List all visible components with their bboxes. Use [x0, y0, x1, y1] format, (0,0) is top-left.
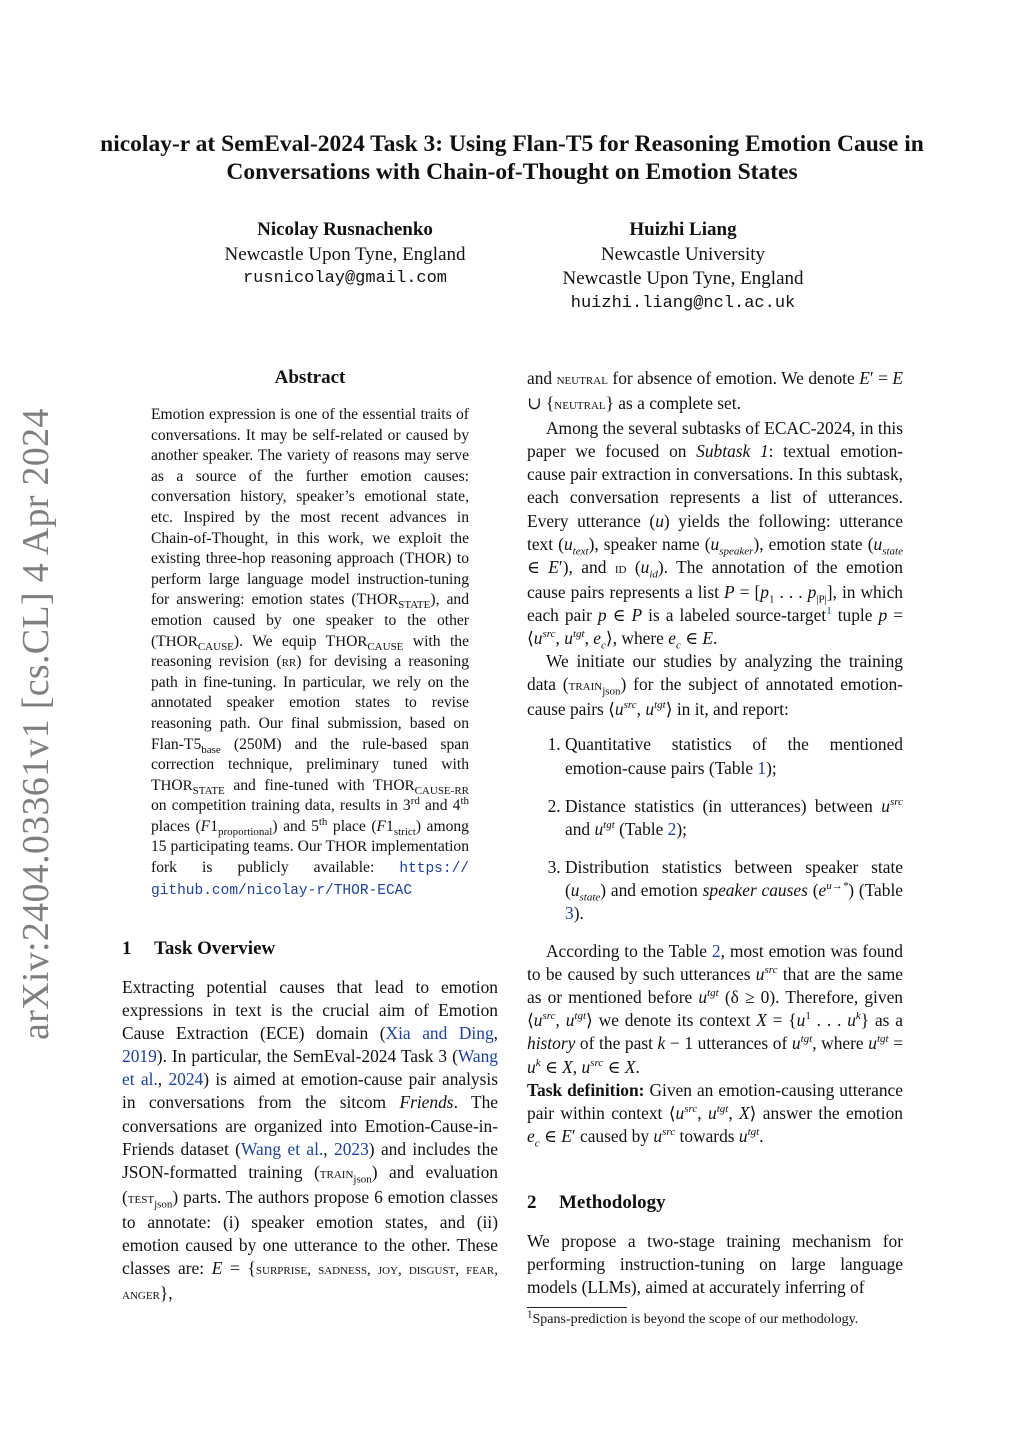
abstract-heading: Abstract	[274, 367, 346, 388]
author-name: Nicolay Rusnachenko	[257, 219, 433, 240]
footnote-rule	[527, 1307, 627, 1308]
citation-link[interactable]: 2024	[168, 1069, 204, 1090]
section-2-body: We propose a two-stage training mechanism for performing instruction-tuning on large language models (LLMs), aimed at accurately inferring of	[527, 1231, 903, 1298]
analysis-list	[527, 733, 903, 925]
section-1-body: Extracting potential causes that lead to emotion expressions in text is the crucial aim of Emotion Cause Extraction (ECE) domain (Xia and Ding, 2019). In particular, the SemEval-2024 Task 3 (Wang et al., 2024) is aimed at emotion-cause pair analysis in conversations from the sitcom Friends. The conversations are organized into Emotion-Cause-in-Friends dataset (Wang et al., 2023) and includes the JSON-formatted training (train$_{json}$) and evaluation (test$_{json}$) parts. The authors propose 6 emotion classes to annotate: (i) speaker emotion states, and (ii) emotion caused by one utterance to the other. These classes are: E = {surprise, sadness, joy, disgust, fear, anger},	[122, 977, 499, 1304]
author-affiliation: Newcastle University	[600, 243, 766, 265]
footnote: $^1$Spans-prediction is beyond the scope of our methodology.	[527, 1308, 859, 1327]
list-item: 3. Distribution statistics between speaker state $(u_{state})$ and emotion speaker causes $(e^{u\to*})$ (Table 3).	[565, 856, 903, 925]
section-heading: 2 Methodology	[527, 1192, 666, 1213]
paper-title: nicolay-r at SemEval-2024 Task 3: Using Flan-T5 for Reasoning Emotion Cause in Conversations with Chain-of-Thought on Emotion States	[100, 131, 924, 185]
citation-link[interactable]: Wang et al.	[122, 1046, 498, 1090]
author-email[interactable]: huizhi.liang@ncl.ac.uk	[570, 293, 796, 313]
author-affiliation: Newcastle Upon Tyne, England	[224, 243, 466, 265]
author-email[interactable]: rusnicolay@gmail.com	[242, 269, 448, 288]
section-heading: 1 Task Overview	[122, 938, 276, 959]
citation-link[interactable]: 2023	[334, 1138, 369, 1159]
citation-link[interactable]: 2019	[122, 1046, 157, 1067]
repo-link[interactable]: https:// github.com/nicolay-r/THOR-ECAC	[151, 861, 469, 899]
list-item: 1. Quantitative statistics of the mentioned emotion-cause pairs (Table 1);	[565, 733, 903, 779]
author-name: Huizhi Liang	[629, 219, 737, 240]
abstract-text: Emotion expression is one of the essential traits of conversations. It may be self-related or caused by another speaker. The variety of reasons may serve as a source of the further emotion causes: conversation history, speaker’s emotional state, etc. Inspired by the most recent advances in Chain-of-Thought, in this work, we exploit the existing three-hop reasoning approach (THOR) to perform large language model instruction-tuning for answering: emotion states $(THOR_{STATE})$, and emotion caused by one speaker to the other $(THOR_{CAUSE})$. We equip $THOR_{CAUSE}$ with the reasoning revision (rr) for devising a reasoning path in fine-tuning. In particular, we rely on the annotated speaker emotion states to revise reasoning path. Our final submission, based on Flan-$T5_{base}$ (250M) and the rule-based span correction technique, preliminary tuned with $THOR_{STATE}$ and fine-tuned with $THOR_{CAUSE-RR}$ on competition training data, results in 3rd and 4th places $(F1_{proportional})$ and 5th place $(F1_{strict})$ among 15 participating teams. Our THOR implementation fork is publicly available: https:// github.com/nicolay-r/THOR-ECAC	[151, 406, 470, 899]
citation-link[interactable]: Xia and Ding	[385, 1023, 494, 1044]
author-affiliation: Newcastle Upon Tyne, England	[562, 268, 804, 289]
section-1-body-cont: and neutral for absence of emotion. We denote E′ = E ∪ {neutral} as a complete set. Among the several subtasks of ECAC-2024, in this paper we focused on Subtask 1: textual emotion-cause pair extraction in conversations. In this subtask, each conversation represents a list of utterances. Every utterance (u) yields the following: utterance text $(u_{text})$, speaker name $(u_{speaker})$, emotion state ($u_{state}$ ∈ E′), and id $(u_{id})$. The annotation of the emotion cause pairs represents a list $P = [p_1$ . . . $p_{|P|}$], in which each pair p ∈ P is a labeled source-target$^1$ tuple $p = ⟨u^{src}$, $u^{tgt}$, $e_c⟩$, where $e_c$ ∈ E. We initiate our studies by analyzing the training data (train$_{json}$) for the subject of annotated emotion-cause pairs $⟨u^{src}$, $u^{tgt}⟩$ in it, and report: 1. Quantitative statistics of the mentioned emotion-cause pairs (Table 1); 2. Distance statistics (in utterances) between $u^{src}$ and $u^{tgt}$ (Table 2); 3. Distribution statistics between speaker state $(u_{state})$ and emotion speaker causes $(e^{u\to*})$ (Table 3). According to the Table 2, most emotion was found to be caused by such utterances $u^{src}$ that are the same as or mentioned before $u^{tgt}$ (δ ≥ 0). Therefore, given $⟨u^{src}$, $u^{tgt}⟩$ we denote its context $X = \{u^1$ . . . $u^k$} as a history of the past k − 1 utterances of $u^{tgt}$, where $u^{tgt} = u^k$ ∈ X, $u^{src}$ ∈ X. Task definition: Given an emotion-causing utterance pair within context $⟨u^{src}$, $u^{tgt}$, X⟩ answer the emotion $e_c$ ∈ E′ caused by $u^{src}$ towards $u^{tgt}$.	[527, 367, 903, 1148]
citation-link[interactable]: Wang et al.	[240, 1138, 324, 1159]
author-block	[533, 218, 833, 316]
author-block	[195, 218, 495, 292]
arxiv-stamp: arXiv:2404.03361v1 [cs.CL] 4 Apr 2024	[15, 408, 57, 1040]
list-item: 2. Distance statistics (in utterances) between $u^{src}$ and $u^{tgt}$ (Table 2);	[565, 795, 903, 841]
